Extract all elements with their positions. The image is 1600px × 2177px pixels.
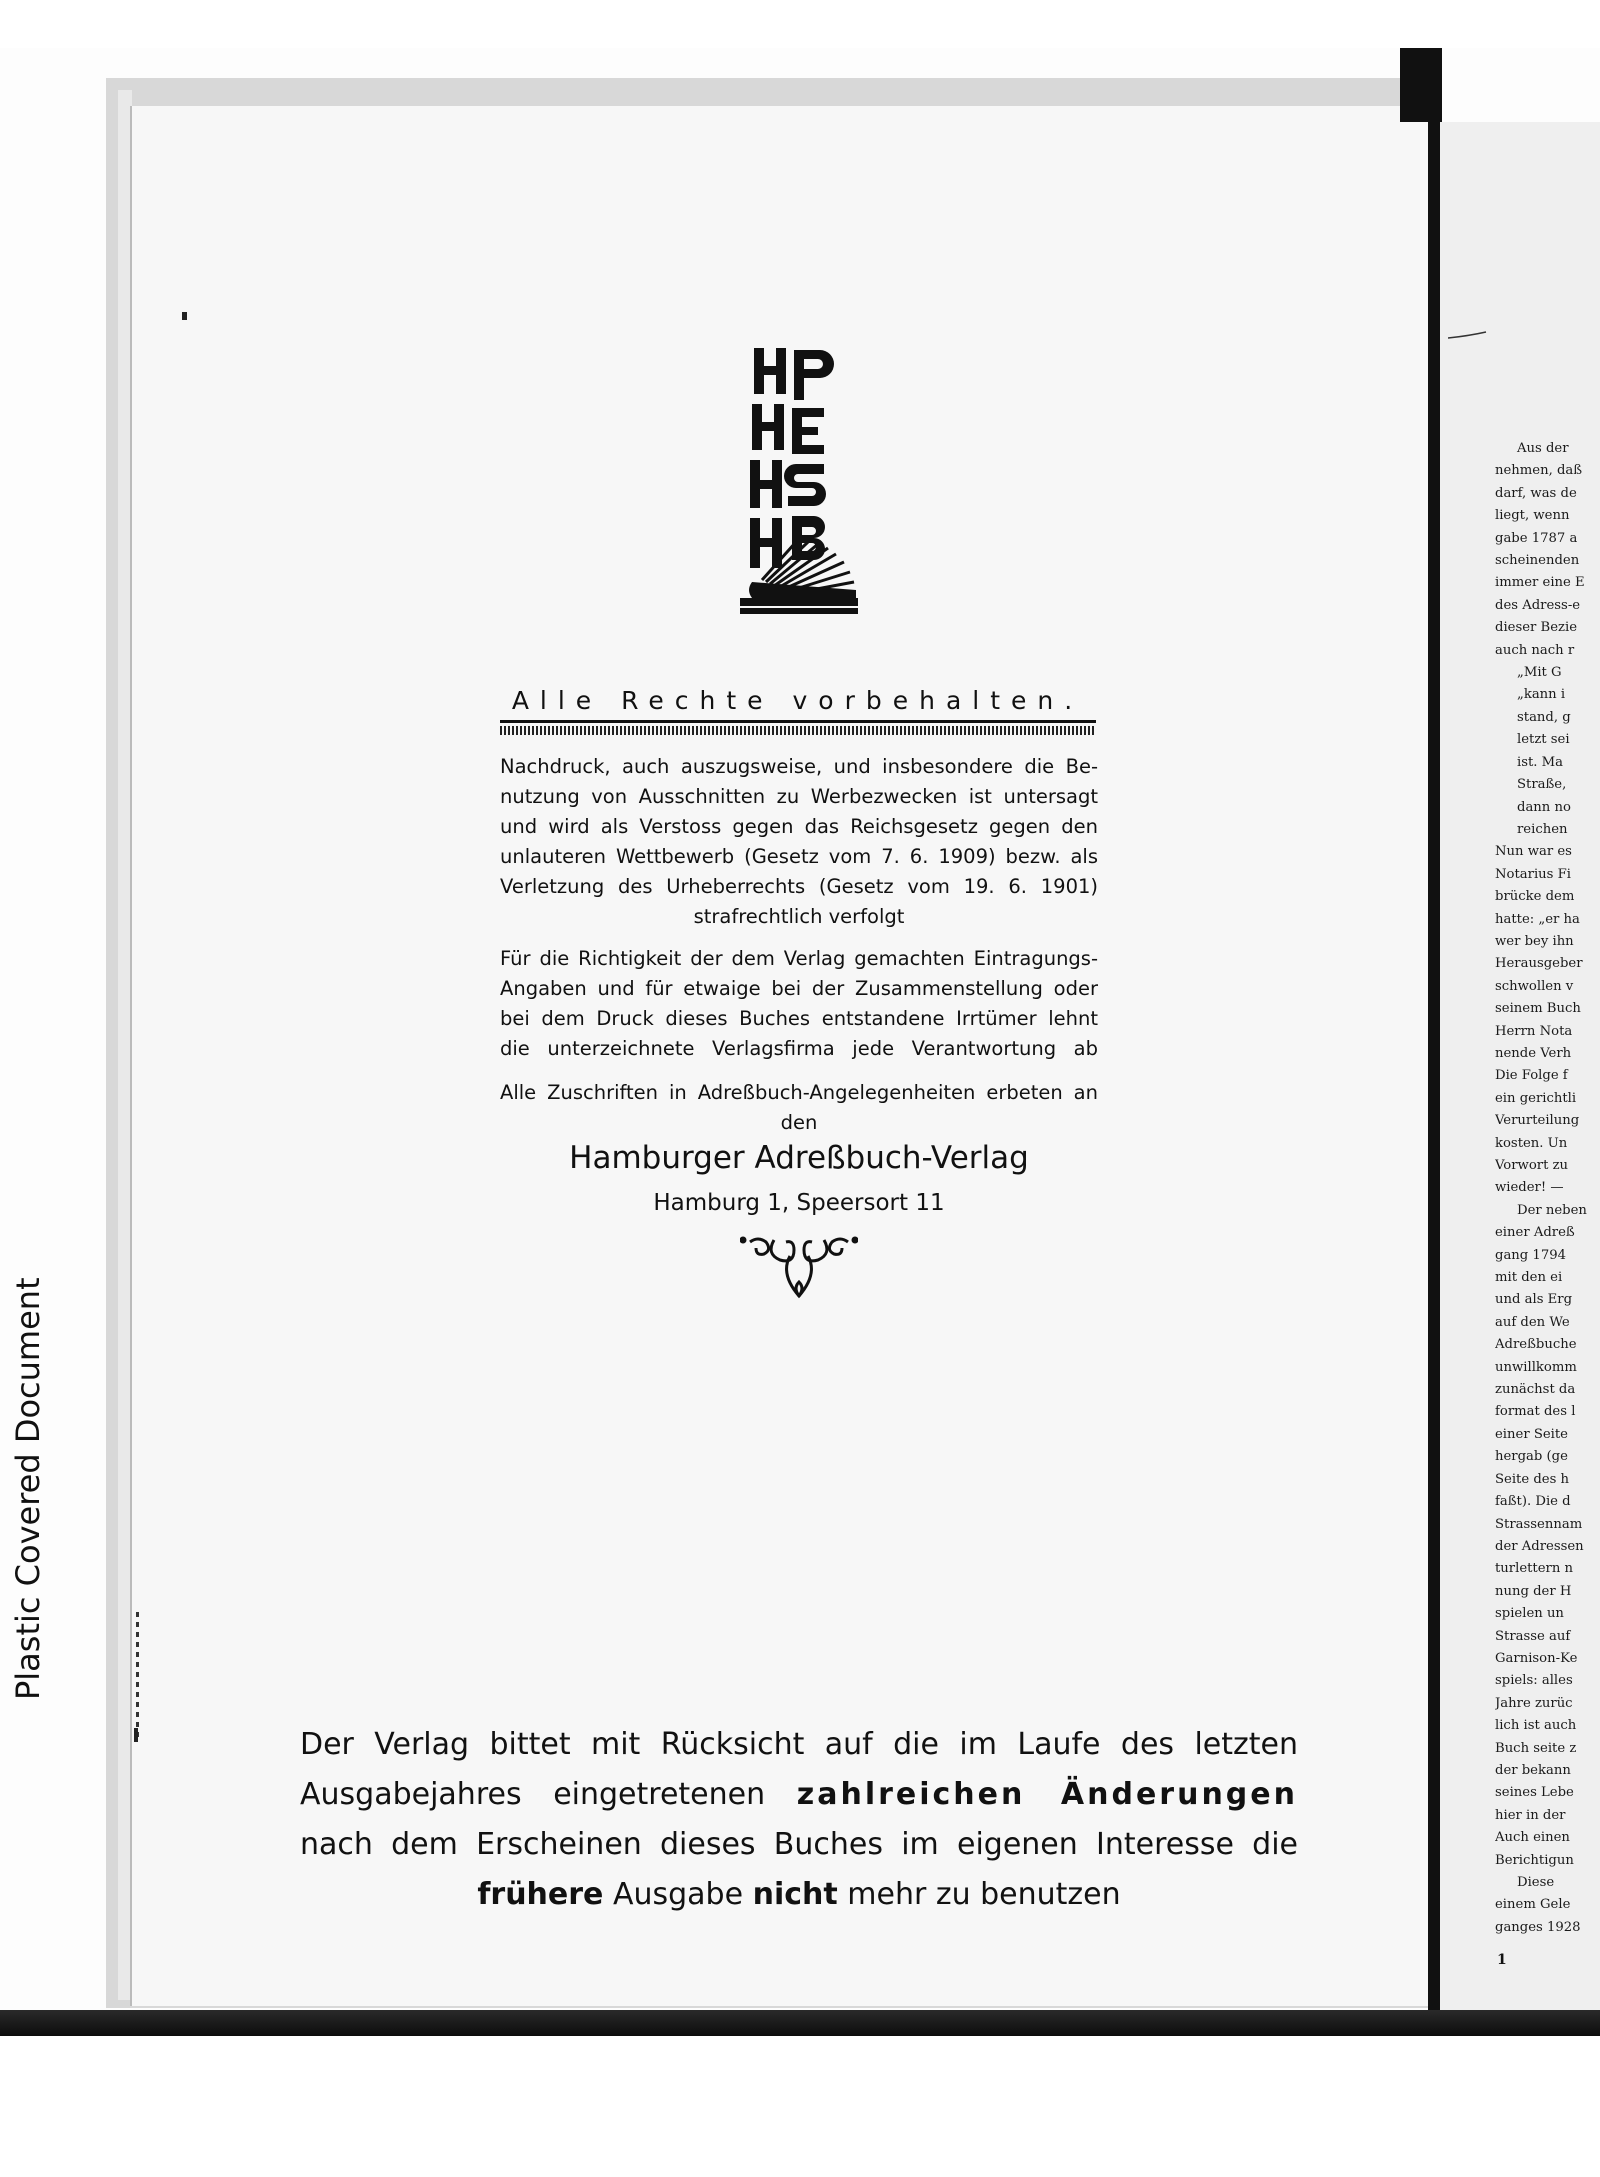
right-page-line: scheinenden xyxy=(1495,553,1580,569)
right-page-line: ein gerichtli xyxy=(1495,1090,1577,1106)
notice-emphasis: zahlreichen Änderungen xyxy=(796,1777,1298,1812)
right-page-line: auf den We xyxy=(1495,1314,1570,1330)
right-page-line: ganges 1928 xyxy=(1495,1919,1581,1935)
right-page-line: gang 1794 xyxy=(1495,1247,1566,1263)
right-page-line: spielen un xyxy=(1495,1606,1564,1622)
text-line: den xyxy=(780,1111,818,1134)
right-page-line: Auch einen xyxy=(1495,1830,1570,1846)
right-page-line: Vorwort zu xyxy=(1495,1158,1569,1173)
right-page-line: gabe 1787 a xyxy=(1495,530,1578,546)
right-page-line: einem Gele xyxy=(1495,1897,1571,1913)
notice-line: Der Verlag bittet mit Rücksicht auf die im Laufe des letzten xyxy=(300,1727,1298,1762)
right-page-line: einer Seite xyxy=(1495,1426,1568,1442)
rights-heading: Alle Rechte vorbehalten. xyxy=(511,686,1084,715)
right-page-line: faßt). Die d xyxy=(1495,1494,1571,1510)
ornament-flourish-icon xyxy=(740,1234,858,1304)
right-page-line: und als Erg xyxy=(1495,1292,1573,1308)
usage-notice xyxy=(300,1720,1298,1920)
text-line: Verletzung des Urheberrechts (Gesetz vom 19. 6. 1901) xyxy=(500,875,1098,898)
text-line: Für die Richtigkeit der dem Verlag gemachten Eintragungs- xyxy=(500,947,1098,970)
text-line: Nachdruck, auch auszugsweise, und insbesondere die Be- xyxy=(500,755,1098,778)
right-page-line: Buch seite z xyxy=(1495,1740,1577,1756)
right-page-line: liegt, wenn xyxy=(1495,508,1570,524)
right-page-line: nehmen, daß xyxy=(1495,463,1583,479)
disclaimer-paragraph xyxy=(500,944,1098,1064)
right-page-line: unwillkomm xyxy=(1495,1359,1577,1375)
notice-line: nach dem Erscheinen dieses Buches im eigenen Interesse die xyxy=(300,1827,1298,1862)
publisher-address: Hamburg 1, Speersort 11 xyxy=(653,1190,945,1216)
right-page-line: der bekann xyxy=(1495,1762,1571,1778)
perforation-marks xyxy=(136,1612,139,1742)
scan-bottom-margin xyxy=(0,2036,1600,2177)
right-page-line: Die Folge f xyxy=(1495,1068,1568,1084)
right-page-line: stand, g xyxy=(1517,709,1571,725)
right-page-line: kosten. Un xyxy=(1495,1135,1568,1151)
right-page-line: immer eine E xyxy=(1495,575,1585,591)
right-page-line: spiels: alles xyxy=(1495,1673,1573,1689)
right-page-line: nung der H xyxy=(1495,1583,1572,1599)
right-page-line: seinem Buch xyxy=(1495,1001,1581,1017)
speck-mark xyxy=(182,312,187,320)
right-page-line: turlettern n xyxy=(1495,1561,1574,1577)
notice-line xyxy=(300,1770,1298,1820)
right-page-line: dann no xyxy=(1517,799,1571,815)
scan-bottom-edge xyxy=(0,2010,1600,2036)
right-page-line: einer Adreß xyxy=(1495,1225,1575,1241)
perforation-mark xyxy=(134,1728,138,1742)
notice-text: Ausgabe xyxy=(612,1877,744,1912)
right-page-line: Aus der xyxy=(1517,441,1569,456)
notice-emphasis: frühere xyxy=(477,1877,604,1912)
text-line: Angaben und für etwaige bei der Zusammenstellung oder xyxy=(500,977,1098,1000)
text-line: und wird als Verstoss gegen das Reichsgesetz gegen den xyxy=(500,815,1098,838)
correspondence-paragraph xyxy=(500,1078,1098,1138)
right-page-line: der Adressen xyxy=(1495,1538,1584,1554)
notice-text: Ausgabejahres eingetretenen xyxy=(300,1777,766,1812)
right-page-line: Diese xyxy=(1517,1875,1555,1890)
right-page-line: auch nach r xyxy=(1495,642,1575,658)
right-page-line: Straße, xyxy=(1517,777,1567,793)
text-line: die unterzeichnete Verlagsfirma jede Verantwortung ab xyxy=(500,1037,1098,1060)
text-line: unlauteren Wettbewerb (Gesetz vom 7. 6. 1909) bezw. als xyxy=(500,845,1098,868)
right-page-line: Herrn Nota xyxy=(1495,1023,1573,1039)
scan-top-margin xyxy=(0,0,1600,48)
binding-shadow-top xyxy=(1400,48,1600,122)
right-page-line: Adreßbuche xyxy=(1495,1337,1577,1353)
right-page-line: Jahre zurüc xyxy=(1495,1695,1573,1711)
right-page-line: format des l xyxy=(1495,1404,1576,1420)
right-page-line: Der neben xyxy=(1517,1202,1587,1218)
pen-mark-icon xyxy=(1448,330,1488,340)
right-page-line: Nun war es xyxy=(1495,844,1572,860)
right-page-line: zunächst da xyxy=(1495,1382,1576,1398)
right-page-line: darf, was de xyxy=(1495,485,1577,501)
right-page-line: „Mit G xyxy=(1517,665,1562,681)
right-page-line: Notarius Fi xyxy=(1495,866,1571,882)
publisher-name: Hamburger Adreßbuch-Verlag xyxy=(569,1140,1029,1176)
page-number: 1 xyxy=(1497,1952,1507,1968)
heading-hatch-rule xyxy=(500,726,1096,735)
right-page-line: brücke dem xyxy=(1495,889,1575,905)
right-page-line: hatte: „er ha xyxy=(1495,911,1580,927)
copyright-paragraph xyxy=(500,752,1098,932)
right-page-line: ist. Ma xyxy=(1517,754,1564,770)
right-page-line: Berichtigun xyxy=(1495,1852,1574,1868)
right-page-line: mit den ei xyxy=(1495,1270,1563,1286)
right-page-line: schwollen v xyxy=(1495,978,1574,994)
right-page-line: dieser Bezie xyxy=(1495,620,1577,636)
right-page-line: Strassennam xyxy=(1495,1516,1583,1532)
right-page-line: hergab (ge xyxy=(1495,1449,1568,1465)
text-line: strafrechtlich verfolgt xyxy=(693,905,905,928)
right-page-text xyxy=(1495,438,1600,1939)
right-page-line: wieder! — xyxy=(1495,1180,1564,1196)
notice-emphasis: nicht xyxy=(752,1877,838,1912)
notice-line xyxy=(300,1870,1298,1920)
text-line: nutzung von Ausschnitten zu Werbezwecken ist untersagt xyxy=(500,785,1098,808)
side-label: Plastic Covered Document xyxy=(9,1277,47,1700)
right-page-line: Herausgeber xyxy=(1495,956,1583,972)
right-page-line: des Adress-e xyxy=(1495,597,1581,613)
binding-gutter xyxy=(1428,122,1440,2012)
right-page-line: Seite des h xyxy=(1495,1471,1570,1487)
publisher-logo-icon xyxy=(736,346,866,616)
right-page-line: „kann i xyxy=(1517,687,1566,703)
right-page-line: Verurteilung xyxy=(1495,1113,1580,1129)
right-page-line: reichen xyxy=(1517,821,1568,837)
right-page-line: nende Verh xyxy=(1495,1045,1572,1061)
right-page-line: Garnison-Ke xyxy=(1495,1650,1578,1666)
text-line: bei dem Druck dieses Buches entstandene Irrtümer lehnt xyxy=(500,1007,1098,1030)
text-line: Alle Zuschriften in Adreßbuch-Angelegenheiten erbeten an xyxy=(500,1081,1098,1104)
notice-text: mehr zu benutzen xyxy=(847,1877,1121,1912)
right-page-line: letzt sei xyxy=(1517,732,1570,748)
right-page-line: Strasse auf xyxy=(1495,1628,1571,1644)
right-page-line: seines Lebe xyxy=(1495,1785,1574,1801)
right-page-line: wer bey ihn xyxy=(1495,933,1574,949)
heading-rule xyxy=(500,720,1096,723)
right-page-line: hier in der xyxy=(1495,1807,1566,1823)
right-page-line: lich ist auch xyxy=(1495,1718,1577,1734)
